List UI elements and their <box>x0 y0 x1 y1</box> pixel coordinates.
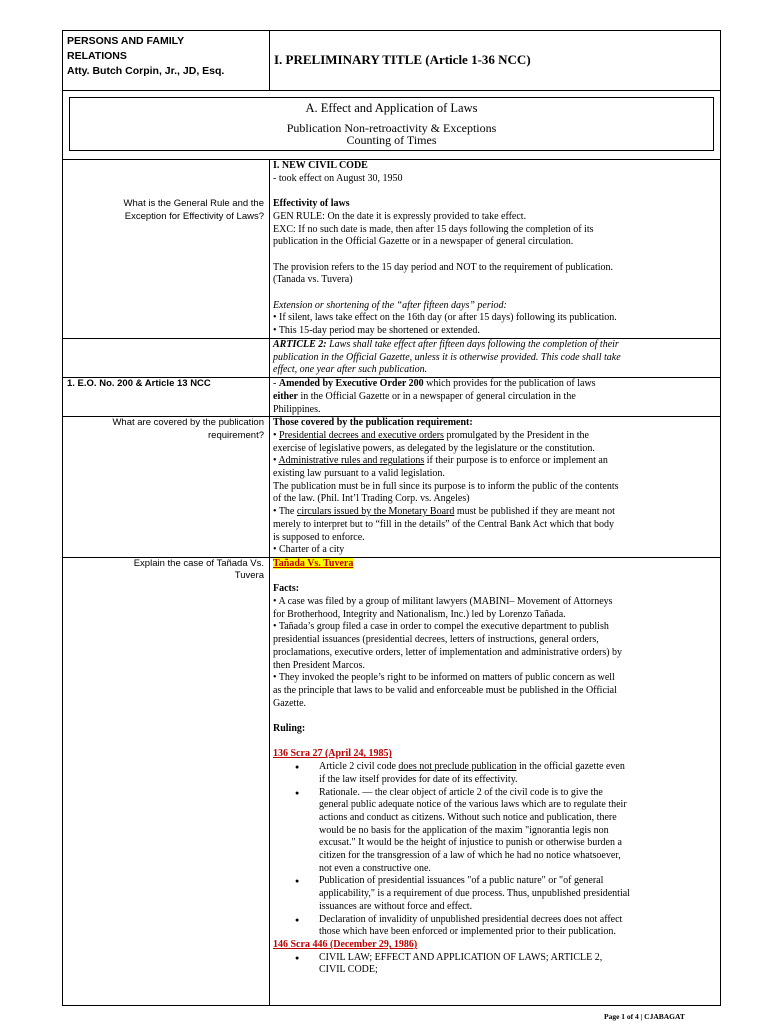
section-cell <box>63 91 721 160</box>
fact-line: for Brotherhood, Integrity and Nationalism, Inc.) led by Lorenzo Tañada. <box>273 608 566 620</box>
row-tanada <box>63 557 721 1005</box>
section-row <box>63 91 721 160</box>
header-row <box>63 31 721 91</box>
answer-line: • This 15-day period may be shortened or extended. <box>273 325 480 337</box>
question-line: Exception for Effectivity of Laws? <box>124 210 264 222</box>
ruling-text: in the official gazette even <box>516 761 625 773</box>
question-effectivity <box>63 160 270 339</box>
ruling-line: if the law itself provides for date of its effectivity. <box>319 773 518 785</box>
ruling-item <box>319 914 717 939</box>
answer-heading: I. NEW CIVIL CODE <box>273 160 368 171</box>
fact-line: Gazette. <box>273 697 307 709</box>
question-line: What is the General Rule and the <box>123 198 264 209</box>
empty-cell <box>63 339 270 378</box>
answer-text: - <box>273 378 279 390</box>
question-line: Tuvera <box>234 570 264 582</box>
ruling-line: issuances are without force and effect. <box>319 900 473 912</box>
row-publication <box>63 417 721 558</box>
answer-line: existing law pursuant to a valid legislation. <box>273 468 445 480</box>
answer-text: in the Official Gazette or in a newspaper of general circulation in the <box>298 390 576 402</box>
section-title: A. Effect and Application of Laws <box>305 101 478 115</box>
answer-text: must be published if they are meant not <box>454 506 615 518</box>
ruling-line: applicability," is a requirement of due process. Thus, unpublished presidential <box>319 888 630 900</box>
reviewer-table <box>62 30 721 1006</box>
answer-underlined: circulars issued by the Monetary Board <box>296 506 455 518</box>
fact-line: as the principle that laws to be valid and enforceable must be published in the Official <box>273 684 617 696</box>
ruling-line: would be no basis for the application of the maxim "ignorantia legis non <box>319 824 609 836</box>
facts-heading: Facts: <box>273 583 300 595</box>
answer-underlined: Presidential decrees and executive orders <box>279 429 444 441</box>
answer-line: publication in the Official Gazette or in a newspaper of general circulation. <box>273 236 574 248</box>
ruling-list-1 <box>273 761 717 939</box>
ruling-item <box>319 952 717 977</box>
answer-subheading: Effectivity of laws <box>273 198 350 210</box>
ruling-item <box>319 787 717 876</box>
answer-heading: Those covered by the publication requirement: <box>273 417 473 429</box>
course-title-line2: RELATIONS <box>67 50 127 62</box>
answer-line: • If silent, laws take effect on the 16th day (or after 15 days) following its publication. <box>273 312 617 324</box>
question-line: Explain the case of Tañada Vs. <box>133 557 264 569</box>
answer-line: is supposed to enforce. <box>273 531 365 543</box>
answer-line: EXC: If no such date is made, then after 15 days following the completion of its <box>273 223 594 235</box>
fact-line: • They invoked the people’s right to be informed on matters of public concern as well <box>273 672 615 684</box>
ruling-line: ● Declaration of invalidity of unpublished presidential decrees does not affect <box>319 913 623 925</box>
answer-text: The <box>278 506 297 518</box>
answer-text: which provides for the publication of laws <box>423 378 596 390</box>
article-label: ARTICLE 2: <box>273 339 327 350</box>
ruling-line: actions and conduct as citizens. Without such notice and publication, there <box>319 811 617 823</box>
answer-subheading: Extension or shortening of the “after fifteen days” period: <box>273 299 507 311</box>
answer-eo-200 <box>270 378 721 417</box>
course-title-line1: PERSONS AND FAMILY <box>67 35 185 47</box>
fact-line: presidential issuances (presidential decrees, letters of instructions, general orders, <box>273 634 599 646</box>
document-page <box>62 30 720 1006</box>
ruling-line: those which have been enforced or implemented prior to their publication. <box>319 926 616 938</box>
answer-text: promulgated by the President in the <box>443 429 589 441</box>
fact-line: • A case was filed by a group of militant lawyers (MABINI– Movement of Attorneys <box>273 596 613 608</box>
citation-146-scra: 146 Scra 446 (December 29, 1986) <box>273 939 418 950</box>
answer-line: of the law. (Phil. Int’l Trading Corp. vs. Angeles) <box>273 493 470 505</box>
answer-line: (Tanada vs. Tuvera) <box>273 274 353 286</box>
instructor-name: Atty. Butch Corpin, Jr., JD, Esq. <box>67 65 225 77</box>
answer-bold: either <box>273 390 298 402</box>
answer-line: The publication must be in full since its purpose is to inform the public of the contents <box>273 480 619 492</box>
answer-effectivity <box>270 160 721 339</box>
question-tanada <box>63 557 270 1005</box>
question-line: requirement? <box>208 429 264 441</box>
page-title: I. PRELIMINARY TITLE (Article 1-36 NCC) <box>270 31 721 91</box>
answer-line: Philippines. <box>273 403 321 415</box>
ruling-item <box>319 761 717 786</box>
row-effectivity <box>63 160 721 339</box>
row-eo-200 <box>63 378 721 417</box>
answer-line: GEN RULE: On the date it is expressly provided to take effect. <box>273 210 527 222</box>
case-title: Tañada Vs. Tuvera <box>273 557 354 569</box>
ruling-line: general public adequate notice of the various laws which are to regulate their <box>319 799 627 811</box>
article-line: Laws shall take effect after fifteen days following the completion of their <box>326 339 619 350</box>
question-line: What are covered by the publication <box>112 417 264 429</box>
fact-line: then President Marcos. <box>273 659 365 671</box>
answer-publication: Those covered by the publication requirement: • Presidential decrees and executive orders promulgated by the President in the exercise of legislative powers, as delegated by the legislature or the constitution. • Administrative rules and regulations if their purpose is to enforce or implement an existing law pursuant to a valid legislation. The publication must be in full since its purpose is to inform the public of the contents of the law. (Phil. Int’l Trading Corp. vs. Angeles) • The circulars issued by the Monetary Board must be published if they are meant not merely to interpret but to “fill in the details” of the Central Bank Act which that body is supposed to enforce. • Charter of a city <box>270 417 721 558</box>
ruling-text: Article 2 civil code <box>319 761 399 773</box>
ruling-line: excusat." It would be the height of injustice to punish or otherwise burden a <box>319 837 622 849</box>
citation-136-scra: 136 Scra 27 (April 24, 1985) <box>273 748 392 760</box>
article-line: publication in the Official Gazette, unless it is otherwise provided. This code shall take <box>273 351 621 363</box>
article-2-text <box>270 339 721 378</box>
fact-line: proclamations, executive orders, letter of implementation and administrative orders) by <box>273 646 623 658</box>
ruling-line: ● Publication of presidential issuances "of a public nature" or "of general <box>319 875 604 887</box>
ruling-heading: Ruling: <box>273 723 306 735</box>
article-line: effect, one year after such publication. <box>273 364 428 376</box>
question-publication <box>63 417 270 558</box>
section-subtitle-1: Publication Non-retroactivity & Exceptions <box>286 121 497 135</box>
course-info <box>63 31 270 91</box>
answer-text: if their purpose is to enforce or implement an <box>424 455 608 467</box>
ruling-line: ● CIVIL LAW; EFFECT AND APPLICATION OF LAWS; ARTICLE 2, <box>319 951 603 963</box>
answer-line: - took effect on August 30, 1950 <box>273 172 403 184</box>
answer-bold: Amended by Executive Order 200 <box>278 378 424 390</box>
section-heading-box <box>69 97 714 151</box>
ruling-line: not even a constructive one. <box>319 862 431 874</box>
answer-text: Charter of a city <box>279 544 345 556</box>
answer-line: merely to interpret but to “fill in the details” of the Central Bank Act which that body <box>273 518 615 530</box>
ruling-list-2 <box>273 952 717 977</box>
question-eo-200: 1. E.O. No. 200 & Article 13 NCC <box>63 378 270 417</box>
answer-line: The provision refers to the 15 day period and NOT to the requirement of publication. <box>273 261 613 273</box>
ruling-line: citizen for the transgression of a law of which he had no notice whatsoever, <box>319 850 621 862</box>
answer-line: exercise of legislative powers, as delegated by the legislature or the constitution. <box>273 442 595 454</box>
page-footer: Page 1 of 4 | CJABAGAT <box>604 1012 685 1021</box>
answer-underlined: Administrative rules and regulations <box>278 455 425 467</box>
ruling-item <box>319 875 717 913</box>
ruling-line: ● Rationale. — the clear object of article 2 of the civil code is to give the <box>319 786 603 798</box>
ruling-underlined: does not preclude publication <box>398 761 517 773</box>
answer-tanada <box>270 557 721 1005</box>
ruling-line: CIVIL CODE; <box>319 964 378 976</box>
row-article-2 <box>63 339 721 378</box>
section-subtitle-2: Counting of Times <box>346 133 437 147</box>
fact-line: • Tañada’s group filed a case in order to compel the executive department to publish <box>273 621 609 633</box>
